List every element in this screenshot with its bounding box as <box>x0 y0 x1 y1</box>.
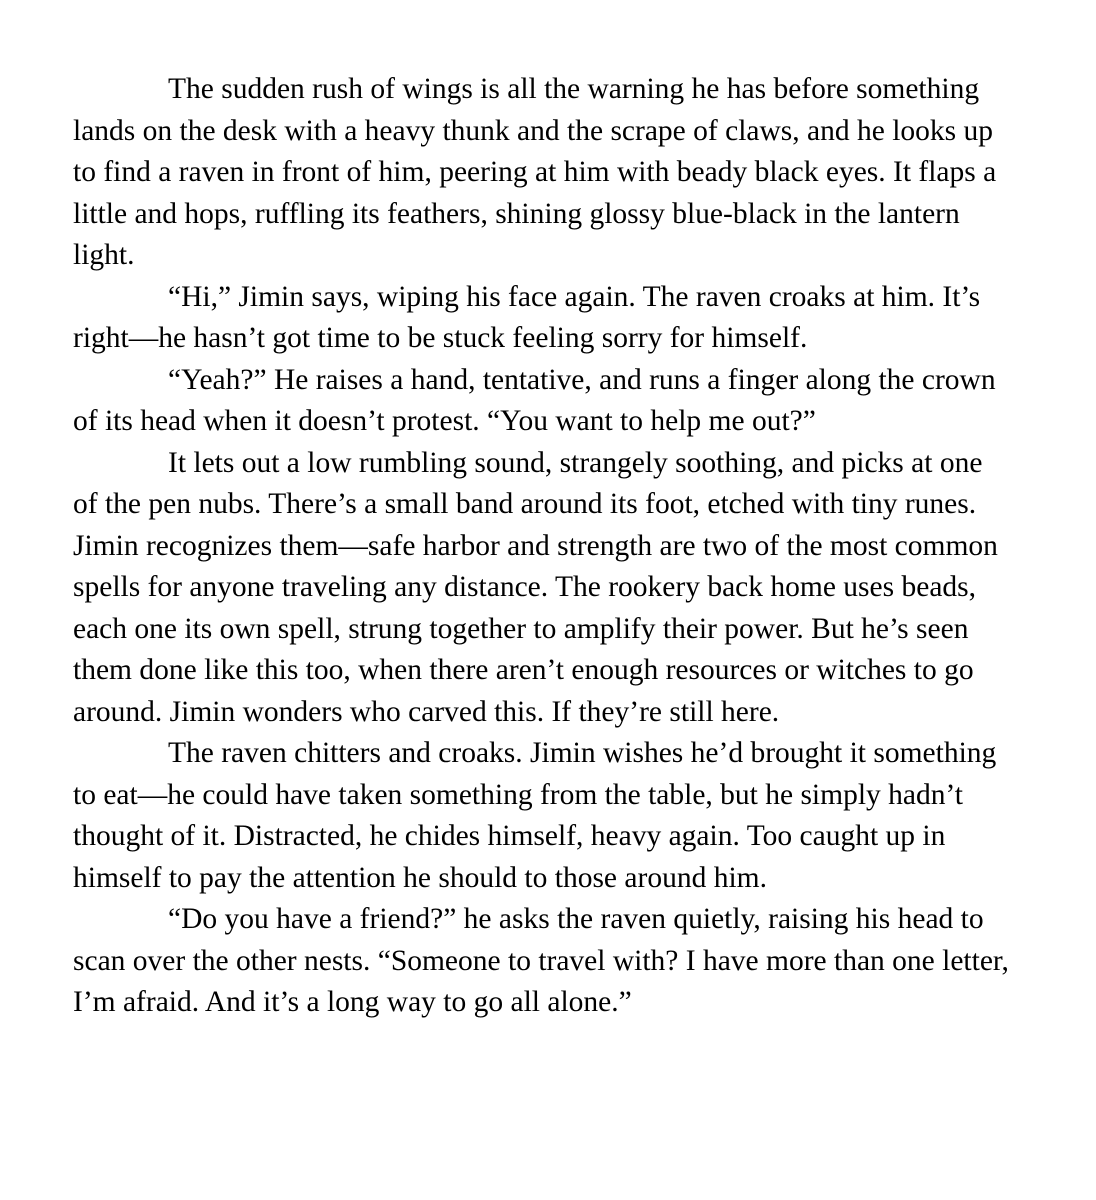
paragraph: “Hi,” Jimin says, wiping his face again. The raven croaks at him. It’s right—he hasn’t got time to be stuck feeling sorry for himself. <box>73 280 981 354</box>
paragraph: It lets out a low rumbling sound, strangely soothing, and picks at one of the pen nubs. There’s a small band around its foot, etched with tiny runes. Jimin recognizes them—safe harbor and strength are two of the most common spells for anyone traveling any distance. The rookery back home uses beads, each one its own spell, strung together to amplify their power. But he’s seen them done like this too, when there aren’t enough resources or witches to go around. Jimin wonders who carved this. If they’re still here. <box>73 446 998 728</box>
paragraph: “Do you have a friend?” he asks the raven quietly, raising his head to scan over the other nests. “Someone to travel with? I have more than one letter, I’m afraid. And it’s a long way to go all alone.” <box>73 903 1009 1018</box>
paragraph: The raven chitters and croaks. Jimin wishes he’d brought it something to eat—he could have taken something from the table, but he simply hadn’t thought of it. Distracted, he chides himself, heavy again. Too caught up in himself to pay the attention he should to those around him. <box>73 737 997 894</box>
paragraph: The sudden rush of wings is all the warning he has before something lands on the desk with a heavy thunk and the scrape of claws, and he looks up to find a raven in front of him, peering at him with beady black eyes. It flaps a little and hops, ruffling its feathers, shining glossy blue-black in the lantern light. <box>73 73 997 271</box>
paragraph: “Yeah?” He raises a hand, tentative, and runs a finger along the crown of its head when it doesn’t protest. “You want to help me out?” <box>73 363 996 437</box>
document-page <box>73 69 1013 1024</box>
